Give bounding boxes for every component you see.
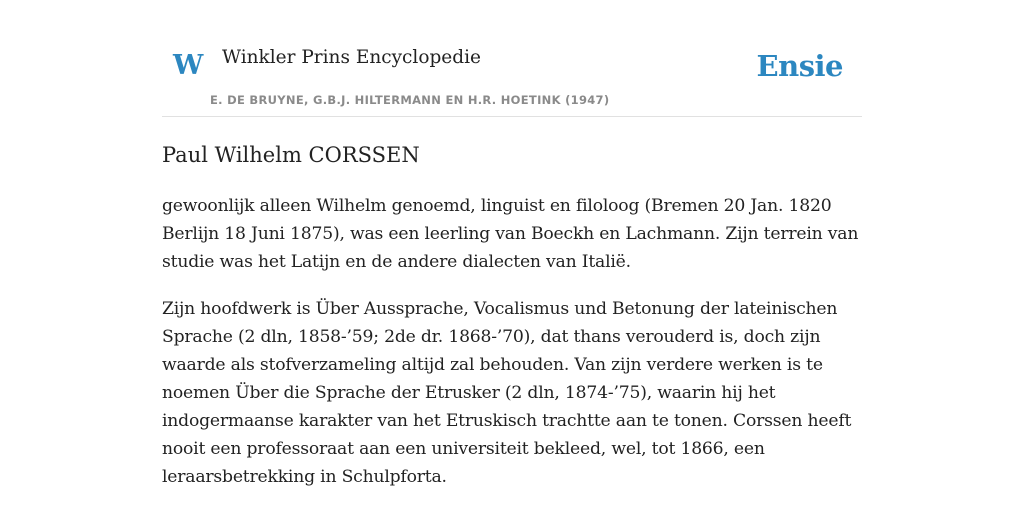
site-header [162,0,862,117]
paragraph-line: waarde als stofverzameling altijd zal behouden. Van zijn verdere werken is te [162,355,823,375]
ensie-logo[interactable]: Ensie [756,49,843,83]
encyclopedia-logo[interactable]: W [173,50,204,81]
paragraph-line: Zijn hoofdwerk is Über Aussprache, Vocalismus und Betonung der lateinischen [162,299,838,319]
encyclopedia-authors: E. DE BRUYNE, G.B.J. HILTERMANN EN H.R. HOETINK (1947) [210,93,610,107]
paragraph-line: Berlijn 18 Juni 1875), was een leerling van Boeckh en Lachmann. Zijn terrein van [162,224,859,244]
paragraph-line: studie was het Latijn en de andere dialecten van Italië. [162,252,631,272]
paragraph-line: indogermaanse karakter van het Etruskisch trachtte aan te tonen. Corssen heeft [162,411,852,431]
paragraph-line: leraarsbetrekking in Schulpforta. [162,467,447,487]
article-paragraph [162,295,862,491]
paragraph-line: noemen Über die Sprache der Etrusker (2 dln, 1874-’75), waarin hij het [162,383,776,403]
paragraph-line: Sprache (2 dln, 1858-’59; 2de dr. 1868-’70), dat thans verouderd is, doch zijn [162,327,821,347]
paragraph-line: nooit een professoraat aan een universiteit bekleed, wel, tot 1866, een [162,439,765,459]
article [162,139,862,510]
paragraph-line: gewoonlijk alleen Wilhelm genoemd, linguist en filoloog (Bremen 20 Jan. 1820 [162,196,832,216]
article-title: Paul Wilhelm CORSSEN [162,143,420,167]
encyclopedia-title[interactable]: Winkler Prins Encyclopedie [222,47,481,68]
article-paragraph [162,192,862,276]
